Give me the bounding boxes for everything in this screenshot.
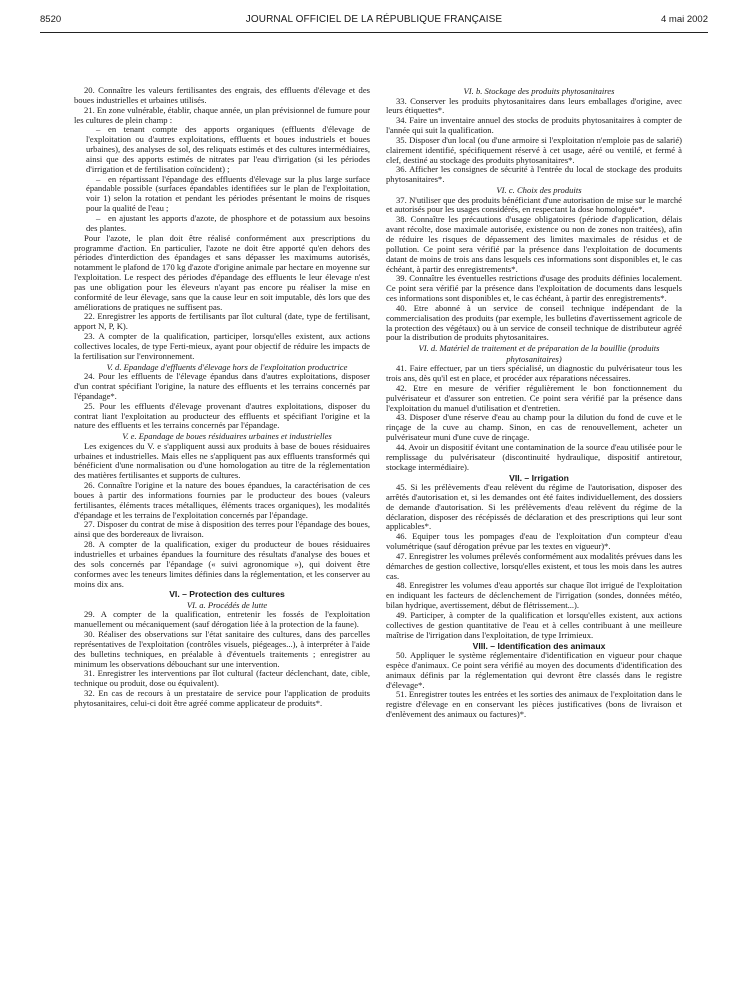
section-heading: V. d. Epandage d'effluents d'élevage hors de l'exploitation productrice (106, 361, 348, 372)
paragraph: 21. En zone vulnérable, établir, chaque année, un plan prévisionnel de fumure pour les cultures de plein champ : (74, 104, 370, 125)
section-title: VII. – Irrigation (509, 472, 569, 483)
dash-item-text: en tenant compte des apports organiques (effluents d'élevage de l'exploitation ou d'autres exploitations, effluents et boues industriels et boues urbaines), des analyses de sol, des reliquats estimés et des cultures intermédiaires, ainsi que des apports estimés de nitrates par l'eau d'irrigation (si les périodes d'irrigation et de fertilisation coïncident) ; (86, 124, 370, 174)
page-number: 8520 (40, 14, 62, 25)
paragraph: 51. Enregistrer toutes les entrées et les sorties des animaux de l'exploitation dans le registre d'élevage en en conservant les pièces justificatives (bons de livraison et d'enlèvement des animaux ou factures)*. (386, 689, 682, 720)
dash-marker: – (96, 124, 101, 135)
section-heading: VI. d. Matériel de traitement et de préparation de la bouillie (produits phytosanitaires) (418, 343, 660, 364)
paragraph: 35. Disposer d'un local (ou d'une armoire si l'exploitation n'emploie pas de salarié) clairement identifié, spécifiquement réservé à cet usage, aéré ou ventilé, et fermé à clef, destiné au stockage des produits phytosanitaires*. (386, 134, 682, 165)
section-title: VI. – Protection des cultures (169, 589, 285, 600)
dash-marker: – (96, 212, 101, 223)
publication-date: 4 mai 2002 (660, 14, 708, 25)
paragraph: 22. Enregistrer les apports de fertilisants par îlot cultural (date, type de fertilisant, apport N, P, K). (74, 311, 370, 332)
section-title: VIII. – Identification des animaux (472, 640, 606, 651)
dash-marker: – (96, 173, 101, 184)
right-column (386, 86, 682, 720)
paragraph: 27. Disposer du contrat de mise à disposition des terres pour l'épandage des boues, ainsi que des bordereaux de livraison. (74, 519, 370, 540)
paragraph: 44. Avoir un dispositif évitant une contamination de la source d'eau utilisée pour le remplissage du pulvérisateur (discontinuité hydraulique, dispositif antiretour, stockage intermédiaire). (386, 442, 682, 472)
paragraph: 29. A compter de la qualification, entretenir les fossés de l'exploitation manuellement ou mécaniquement (sauf dérogation liée à la protection de la faune). (74, 609, 370, 630)
paragraph: 39. Connaître les éventuelles restrictions d'usage des produits définies localement. Ce point sera vérifié par la présence dans l'exploitation de documents dans lesquels ces informations sont disponibles et, le cas échéant, à partir des enregistrements*. (386, 273, 682, 304)
paragraph: 49. Participer, à compter de la qualification et lorsqu'elles existent, aux actions collectives de gestion quantitative de l'eau et à celles contribuant à une meilleure maîtrise de l'irrigation dans l'exploitation, de type Irrimieux. (386, 610, 682, 640)
paragraph: 32. En cas de recours à un prestataire de service pour l'application de produits phytosanitaires, celui-ci doit être agréé comme applicateur de produits*. (74, 688, 370, 708)
left-column (74, 86, 370, 709)
paragraph: Les exigences du V. e s'appliquent aussi aux produits à base de boues résiduaires urbaines et industrielles. Mais elles ne s'appliquent pas aux effluents transformés qui bénéficient d'une normalisation ou d'une homologation au titre de la réglementation des matières fertilisantes et supports de cultures. (74, 440, 370, 481)
paragraph: 43. Disposer d'une réserve d'eau au champ pour la dilution du fond de cuve et le rinçage de la cuve au champ. Sinon, en cas de renouvellement, acheter un pulvérisateur muni d'une cuve de rinçage. (386, 412, 682, 443)
paragraph: 37. N'utiliser que des produits bénéficiant d'une autorisation de mise sur le marché et autorisés pour les usages considérés, en respectant la dose homologuée*. (386, 194, 682, 215)
paragraph: 42. Etre en mesure de vérifier régulièrement le bon fonctionnement du pulvérisateur et d'assurer son entretien. Ce point sera vérifié par la présence dans l'exploitation du manuel d'utilisation et d'entretien. (386, 382, 682, 413)
paragraph: 40. Etre abonné à un service de conseil technique indépendant de la commercialisation des produits (par exemple, les bulletins d'avertissement agricole de la protection des végétaux) ou à un service de conseil technique de distributeur agréé pour la distribution de produits phytosanitaires. (386, 302, 682, 343)
paragraph: 36. Afficher les consignes de sécurité à l'entrée du local de stockage des produits phytosanitaires*. (386, 164, 682, 185)
paragraph: 41. Faire effectuer, par un tiers spécialisé, un diagnostic du pulvérisateur tous les trois ans, dès qu'il est en place, et procéder aux réparations nécessaires. (386, 363, 682, 384)
paragraph: 20. Connaître les valeurs fertilisantes des engrais, des effluents d'élevage et des boues industrielles et urbaines utilisés. (74, 85, 370, 105)
header-rule (40, 32, 708, 33)
paragraph: 24. Pour les effluents de l'élevage épandus dans d'autres exploitations, disposer d'un contrat spécifiant l'origine, la nature des effluents et les terrains concernés par l'épandage*. (74, 371, 370, 401)
paragraph: 26. Connaître l'origine et la nature des boues épandues, la caractérisation de ces boues à partir des informations fournies par le producteur des boues (valeurs fertilisantes, éléments traces métalliques, éléments traces organiques), les modalités d'épandage et les terrains de l'exploitation concernés par l'épandage. (74, 480, 370, 520)
dash-list-item (74, 125, 370, 174)
paragraph: 45. Si les prélèvements d'eau relèvent du régime de l'autorisation, disposer des arrêtés d'autorisation et, si les demandes ont été faites individuellement, des dossiers de demande d'autorisation. Si les prélèvements d'eau relèvent du régime de la déclaration, disposer des récépissés de déclaration et des prescriptions qui leur sont applicables*. (386, 482, 682, 532)
paragraph: 25. Pour les effluents d'élevage provenant d'autres exploitations, disposer du contrat liant l'exploitation au producteur des effluents et spécifiant l'origine et la nature des effluents et les terrains concernés par l'épandage. (74, 400, 370, 431)
section-heading: V. e. Epandage de boues résiduaires urbaines et industrielles (122, 431, 332, 442)
paragraph: 23. A compter de la qualification, participer, lorsqu'elles existent, aux actions collectives locales, de type Ferti-mieux, ayant pour objectif de réduire les impacts de la fertilisation sur l'environnement. (74, 331, 370, 361)
paragraph: 28. A compter de la qualification, exiger du producteur de boues résiduaires industrielles et urbaines épandues la fourniture des résultats d'analyse des boues et des sols concernés par l'épandage (« suivi agronomique »), qui doivent être conformes avec les teneurs limites définies dans la réglementation, et les conserver au moins dix ans. (74, 539, 370, 589)
paragraph: 30. Réaliser des observations sur l'état sanitaire des cultures, dans des parcelles représentatives de l'exploitation (contrôles visuels, piégeages...), à interpréter à l'aide des bulletins techniques, en préalable à d'éventuels traitements ; enregistrer au minimum les observations débouchant sur une intervention. (74, 629, 370, 669)
section-heading: VI. c. Choix des produits (496, 185, 582, 196)
section-heading: VI. b. Stockage des produits phytosanitaires (463, 86, 615, 96)
journal-title: JOURNAL OFFICIEL DE LA RÉPUBLIQUE FRANÇAISE (245, 14, 503, 25)
paragraph: 31. Enregistrer les interventions par îlot cultural (facteur déclenchant, date, cible, technique ou produit, dose ou équivalent). (74, 668, 370, 689)
paragraph: 50. Appliquer le système réglementaire d'identification en vigueur pour chaque espèce d'animaux. Ce point sera vérifié au moyen des documents d'identification des animaux définis par la réglementation qui devront être classés dans le registre d'élevage*. (386, 650, 682, 690)
dash-list-item (74, 214, 370, 234)
paragraph: Pour l'azote, le plan doit être réalisé conformément aux prescriptions du programme d'action. En particulier, l'azote ne doit être apporté qu'en dehors des périodes d'interdiction des épandages et sans dépasser les maximums autorisés, notamment le plafond de 170 kg d'azote d'origine animale par hectare en moyenne sur l'exploitation. Le respect des périodes d'épandage des effluents le leur élevage n'est pas une obligation pour les éleveurs n'ayant pas encore pu réaliser la mise en conformité de leur élevage, sans que la cause leur en soit imputable, dès lors que des améliorations de pratiques ne suffisent pas. (74, 232, 370, 312)
paragraph: 46. Equiper tous les pompages d'eau de l'exploitation d'un compteur d'eau volumétrique (sauf dérogation prévue par les textes en vigueur)*. (386, 531, 682, 552)
paragraph: 33. Conserver les produits phytosanitaires dans leurs emballages d'origine, avec leurs étiquettes*. (386, 95, 682, 116)
paragraph: 48. Enregistrer les volumes d'eau apportés sur chaque îlot irrigué de l'exploitation en indiquant les facteurs de déclenchement de l'irrigation (sondes, données météo, bilan hydrique, avertissement, début de flétrissement...). (386, 580, 682, 611)
dash-list-item (74, 175, 370, 214)
dash-item-text: en ajustant les apports d'azote, de phosphore et de potassium aux besoins des plantes. (86, 212, 370, 233)
paragraph: 47. Enregistrer les volumes prélevés conformément aux modalités prévues dans les démarches de gestion collective, lorsqu'elles existent, et tous les mois dans les autres cas. (386, 550, 682, 581)
dash-item-text: en répartissant l'épandage des effluents d'élevage sur la plus large surface épandable possible (surfaces épandables identifiées sur le plan de l'exploitation, voir 1) selon la rotation et pendant les périodes présentant le moins de risques pour la qualité de l'eau ; (86, 173, 370, 214)
paragraph: 38. Connaître les précautions d'usage obligatoires (période d'application, délais avant récolte, dose maximale autorisée, existence ou non de zones non traitées), afin de réduire les risques de dépassement des limites maximales de résidus et de pollution. Ce point sera vérifié par la présence dans l'exploitation de documents datant de moins de trois ans dans lesquels ces informations sont disponibles et, le cas échéant, à partir des enregistrements*. (386, 214, 682, 274)
section-heading: VI. a. Procédés de lutte (186, 599, 268, 610)
paragraph: 34. Faire un inventaire annuel des stocks de produits phytosanitaires à compter de l'année qui suit la qualification. (386, 115, 682, 136)
page-header (40, 14, 708, 32)
